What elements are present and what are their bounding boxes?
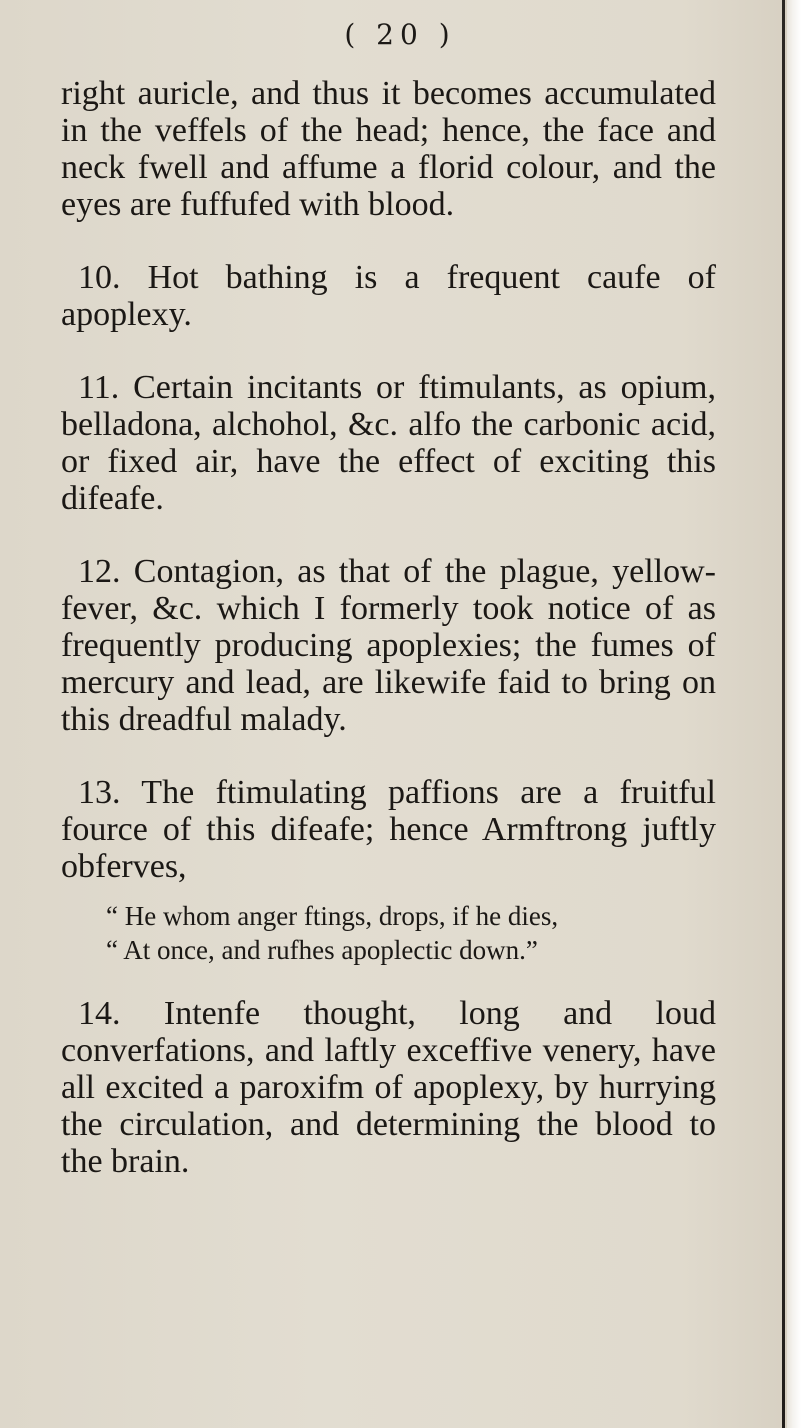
paragraph-12: 12. Contagion, as that of the plague, yellow-fever, &c. which I formerly took notice of as frequently producing apoplexies; the fumes of mercury and lead, are likewife faid to bring on this dreadful malady. xyxy=(61,553,716,738)
page-edge-shadow xyxy=(782,0,785,1428)
paragraph-continued: right auricle, and thus it becomes accumulated in the veffels of the head; hence, the face and neck fwell and affume a florid colour, and the eyes are fuffufed with blood. xyxy=(61,75,716,223)
paragraph-14: 14. Intenfe thought, long and loud converfations, and laftly exceffive venery, have all excited a paroxifm of apoplexy, by hurrying the circulation, and determining the blood to the brain. xyxy=(61,995,716,1180)
page-number: ( 20 ) xyxy=(344,18,456,51)
paragraph-11: 11. Certain incitants or ftimulants, as opium, belladona, alchohol, &c. alfo the carbonic acid, or fixed air, have the effect of exciting this difeafe. xyxy=(61,369,716,517)
page-edge-margin xyxy=(787,0,801,1428)
paragraph-10: 10. Hot bathing is a frequent caufe of apoplexy. xyxy=(61,259,716,333)
body-text xyxy=(61,75,716,1180)
paragraph-13: 13. The ftimulating paffions are a fruitful fource of this difeafe; hence Armftrong juftly obferves, xyxy=(61,774,716,885)
quote-line-1: “ He whom anger ftings, drops, if he dies, xyxy=(106,901,559,931)
quote-line-2: “ At once, and rufhes apoplectic down.” xyxy=(106,935,538,965)
verse-quotation xyxy=(61,899,716,967)
